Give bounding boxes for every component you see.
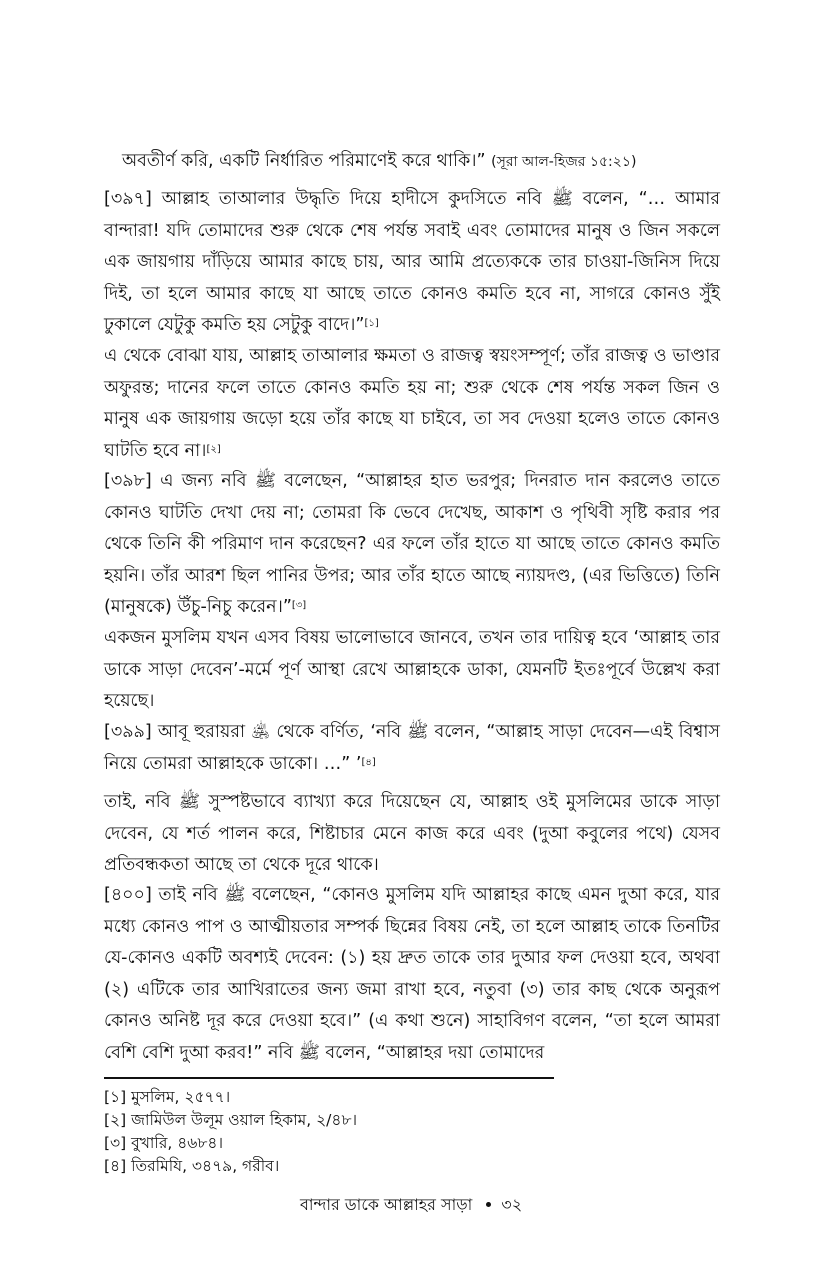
book-title: বান্দার ডাকে আল্লাহর সাড়া <box>300 1195 473 1214</box>
paragraph-muslim-duty <box>104 623 720 718</box>
paragraph-text: অবতীর্ণ করি, একটি নির্ধারিত পরিমাণেই করে থাকি।” <box>122 151 486 171</box>
footnote-3: [৩] বুখারি, ৪৬৮৪। <box>104 1134 224 1152</box>
paragraph-hadith-400 <box>104 880 720 1069</box>
footnote-ref: [৪] <box>361 756 376 768</box>
footnote-ref: [১] <box>364 318 379 329</box>
paragraph-hadith-397 <box>104 184 720 342</box>
bullet-separator <box>486 1202 491 1207</box>
footnote-ref: [৩] <box>291 600 307 611</box>
paragraph-hadith-398 <box>104 466 720 624</box>
paragraph-text: [৩৯৭] আল্লাহ তাআলার উদ্ধৃতি দিয়ে হাদীসে কুদসিতে নবি ﷺ বলেন, “… আমার বান্দারা! যদি তোমাদের শুরু থেকে শেষ পর্যন্ত সবাই এবং তোমাদের মানুষ ও জিন সকলে এক জায়গায় দাঁড়িয়ে আমার কাছে চায়, আর আমি প্রত্যেককে তার চাওয়া-জিনিস দিয়ে দিই, তা হলে আমার কাছে যা আছে তাতে কোনও কমতি হবে না, সাগরে কোনও সুঁই ঢুকালে যেটুকু কমতি হয় সেটুকু বাদে।” <box>104 189 720 335</box>
paragraph-continued <box>104 146 738 179</box>
quran-reference: (সূরা আল-হিজর ১৫:২১) <box>491 154 637 170</box>
paragraph-conditions <box>104 787 720 882</box>
paragraph-text: [৪০০] তাই নবি ﷺ বলেছেন, “কোনও মুসলিম যদি আল্লাহর কাছে এমন দুআ করে, যার মধ্যে কোনও পাপ ও আত্মীয়তার সম্পর্ক ছিন্নের বিষয় নেই, তা হলে আল্লাহ তাকে তিনটির যে-কোনও একটি অবশ্যই দেবেন: (১) হয় দ্রুত তাকে তার দুআর ফল দেওয়া হবে, অথবা (২) এটিকে তার আখিরাতের জন্য জমা রাখা হবে, নতুবা (৩) তার কাছ থেকে অনুরূপ কোনও অনিষ্ট দূর করে দেওয়া হবে।” (এ কথা শুনে) সাহাবিগণ বলেন, “তা হলে আমরা বেশি বেশি দুআ করব!” নবি ﷺ বলেন, “আল্লাহর দয়া তোমাদের <box>104 885 720 1063</box>
paragraph-text: এ থেকে বোঝা যায়, আল্লাহ তাআলার ক্ষমতা ও রাজত্ব স্বয়ংসম্পূর্ণ; তাঁর রাজত্ব ও ভাণ্ডার অফুরন্ত; দানের ফলে তাতে কোনও কমতি হয় না; শুরু থেকে শেষ পর্যন্ত সকল জিন ও মানুষ এক জায়গায় জড়ো হয়ে তাঁর কাছে যা চাইবে, তা সব দেওয়া হলেও তাতে কোনও ঘাটতি হবে না। <box>104 346 720 461</box>
paragraph-text: তাই, নবি ﷺ সুস্পষ্টভাবে ব্যাখ্যা করে দিয়েছেন যে, আল্লাহ ওই মুসলিমের ডাকে সাড়া দেবেন, যে শর্ত পালন করে, শিষ্টাচার মেনে কাজ করে এবং (দুআ কবুলের পথে) যেসব প্রতিবন্ধকতা আছে তা থেকে দূরে থাকে। <box>104 792 720 875</box>
paragraph-explanation <box>104 341 720 467</box>
paragraph-text: [৩৯৮] এ জন্য নবি ﷺ বলেছেন, “আল্লাহর হাত ভরপুর; দিনরাত দান করলেও তাতে কোনও ঘাটতি দেখা দেয় না; তোমরা কি ভেবে দেখেছ, আকাশ ও পৃথিবী সৃষ্টি করার পর থেকে তিনি কী পরিমাণ দান করেছেন? এর ফলে তাঁর হাতে যা আছে তাতে কোনও কমতি হয়নি। তাঁর আরশ ছিল পানির উপর; আর তাঁর হাতে আছে ন্যায়দণ্ড, (এর ভিত্তিতে) তিনি (মানুষকে) উঁচু-নিচু করেন।” <box>104 471 720 617</box>
footnote-divider <box>104 1077 554 1079</box>
paragraph-hadith-399 <box>104 717 720 780</box>
paragraph-text: [৩৯৯] আবূ হুরায়রা ﵁ থেকে বর্ণিত, ‘নবি ﷺ বলেন, “আল্লাহ সাড়া দেবেন—এই বিশ্বাস নিয়ে তোমরা আল্লাহকে ডাকো। …” ’ <box>104 722 720 774</box>
paragraph-text: একজন মুসলিম যখন এসব বিষয় ভালোভাবে জানবে, তখন তার দায়িত্ব হবে ‘আল্লাহ তার ডাকে সাড়া দেবেন’-মর্মে পূর্ণ আস্থা রেখে আল্লাহকে ডাকা, যেমনটি ইতঃপূর্বে উল্লেখ করা হয়েছে। <box>104 628 720 711</box>
running-footer <box>300 1192 522 1219</box>
footnote-2: [২] জামিউল উলূম ওয়াল হিকাম, ২/৪৮। <box>104 1111 358 1129</box>
footnote-ref: [২] <box>206 443 221 455</box>
page-number: ৩২ <box>501 1195 523 1214</box>
footnote-1: [১] মুসলিম, ২৫৭৭। <box>104 1088 231 1106</box>
footnote-4: [৪] তিরমিযি, ৩৪৭৯, গরীব। <box>104 1157 280 1175</box>
